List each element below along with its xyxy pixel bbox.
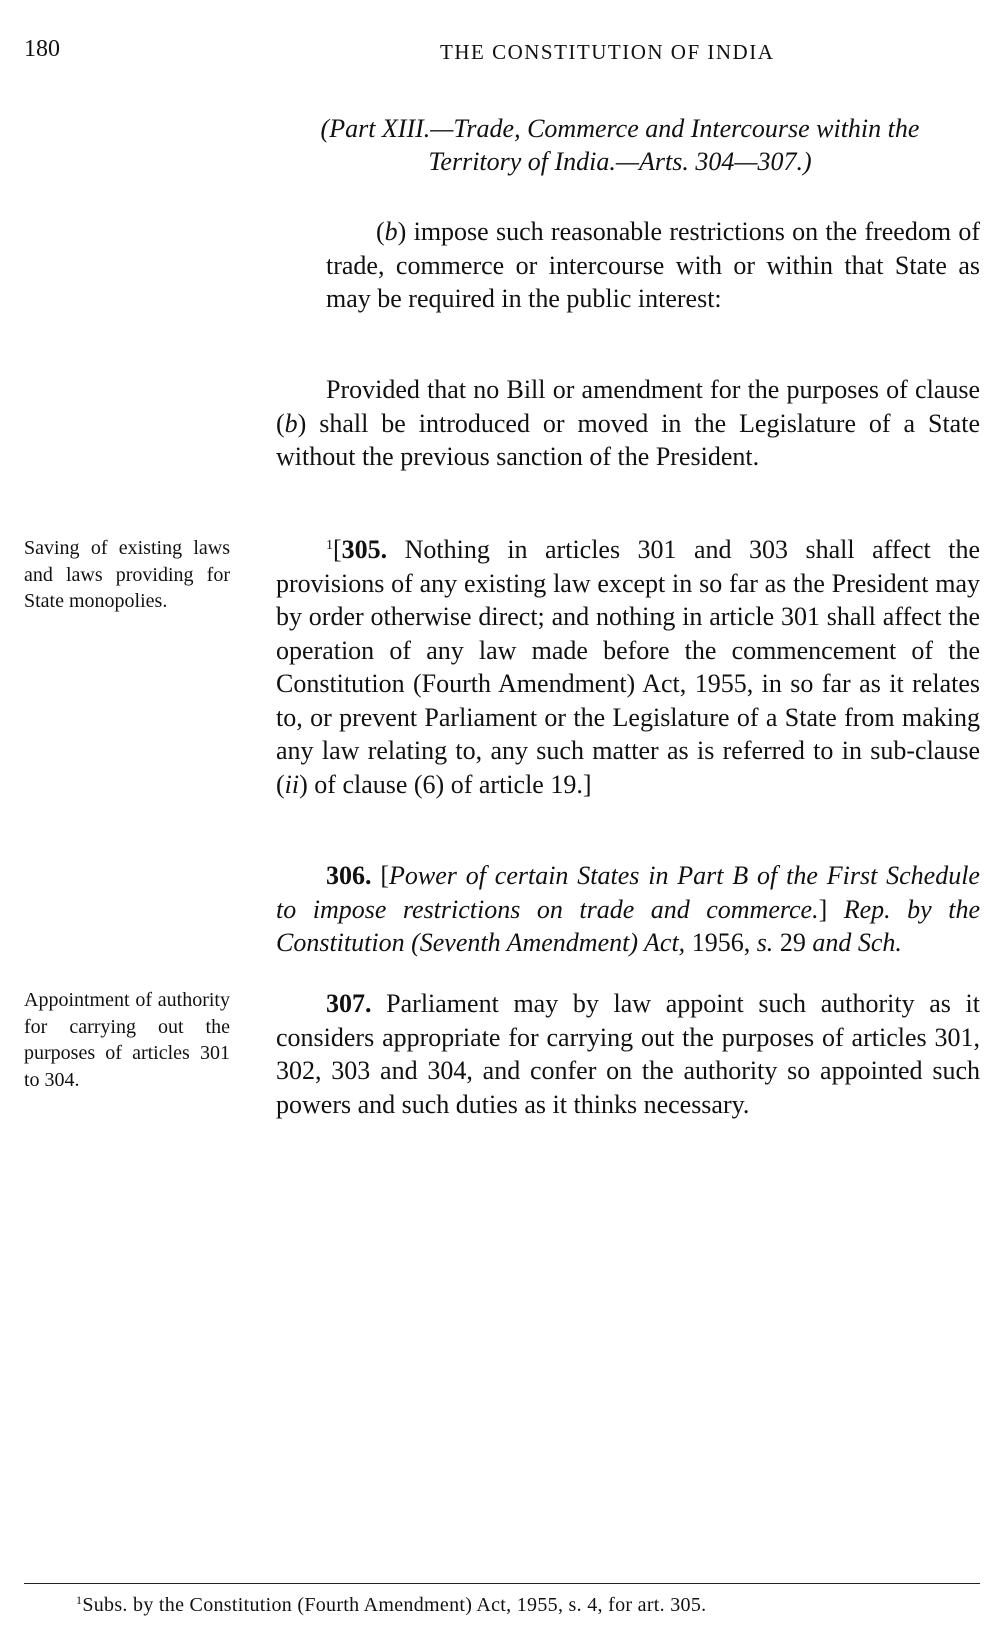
article-305-sub-clause: ii (284, 769, 300, 799)
marginal-note-305: Saving of existing laws and laws providing for State monopolies. (24, 537, 230, 612)
article-305-text-before: Nothing in articles 301 and 303 shall affect the provisions of any existing law except in so far as the President may by order otherwise direct; and nothing in article 301 shall affect the operation of any law made before the commencement of the Constitution (Fourth Amendment) Act, 1955, in so far as it relates to, or prevent Parliament or the Legislature of a State from making any law relating to, any such matter as is referred to in sub-clause ( (276, 535, 980, 799)
article-306-close-bracket: ] (818, 894, 828, 924)
article-306-title: Power of certain States in Part B of the First Schedule to impose restrictions on trade and commerce. (276, 861, 980, 924)
article-306-rep-by: Rep. by the Constitution (Seventh Amendment) Act, (276, 894, 980, 957)
proviso-text-after: ) shall be introduced or moved in the Legislature of a State without the previous sanction of the President. (276, 408, 980, 471)
clause-b-letter: b (384, 217, 398, 246)
part-heading-line-2: Territory of India.—Arts. 304—307.) (428, 147, 812, 176)
footnote-rule (24, 1583, 980, 1584)
article-307-number: 307. (326, 989, 372, 1018)
article-306-and-sch: and Sch. (805, 928, 902, 957)
running-head: THE CONSTITUTION OF INDIA (440, 40, 775, 64)
footnote-text: Subs. by the Constitution (Fourth Amendment) Act, 1955, s. 4, for art. 305. (82, 1594, 707, 1616)
clause-b-text: ) impose such reasonable restrictions on the freedom of trade, commerce or intercourse with or within that State as may be required in the public interest: (326, 217, 980, 313)
marginal-note-307: Appointment of authority for carrying out the purposes of articles 301 to 304. (24, 989, 230, 1091)
page-number: 180 (24, 36, 60, 62)
article-306-year: 1956, (685, 928, 751, 957)
footnote (76, 1591, 706, 1619)
article-305-paragraph (276, 533, 980, 801)
clause-b-open: ( (376, 217, 385, 246)
proviso-clause-letter: b (284, 408, 298, 438)
article-305-open-bracket: [ (333, 535, 342, 564)
article-305-number: 305. (341, 535, 388, 564)
article-306-paragraph (276, 859, 980, 960)
article-305-text-after: ) of clause (6) of article 19.] (299, 769, 592, 799)
article-306-open-bracket: [ (371, 861, 389, 890)
footnote-marker-305: 1 (326, 538, 333, 553)
article-307-paragraph (276, 987, 980, 1121)
part-heading (270, 112, 970, 178)
article-306-section-prefix: s. (750, 928, 774, 957)
clause-b-paragraph (326, 215, 980, 316)
part-heading-line-1: (Part XIII.—Trade, Commerce and Intercourse within the (320, 114, 920, 143)
proviso-paragraph (276, 373, 980, 474)
article-307-text: Parliament may by law appoint such authority as it considers appropriate for carrying out the purposes of articles 301, 302, 303 and 304, and confer on the authority so appointed such powers and such duties as it thinks necessary. (276, 989, 980, 1119)
footnote-marker: 1 (76, 1593, 83, 1607)
article-306-section: 29 (773, 928, 806, 957)
proviso-text-before: Provided that no Bill or amendment for the purposes of clause ( (276, 375, 980, 438)
article-306-number: 306. (326, 861, 372, 890)
